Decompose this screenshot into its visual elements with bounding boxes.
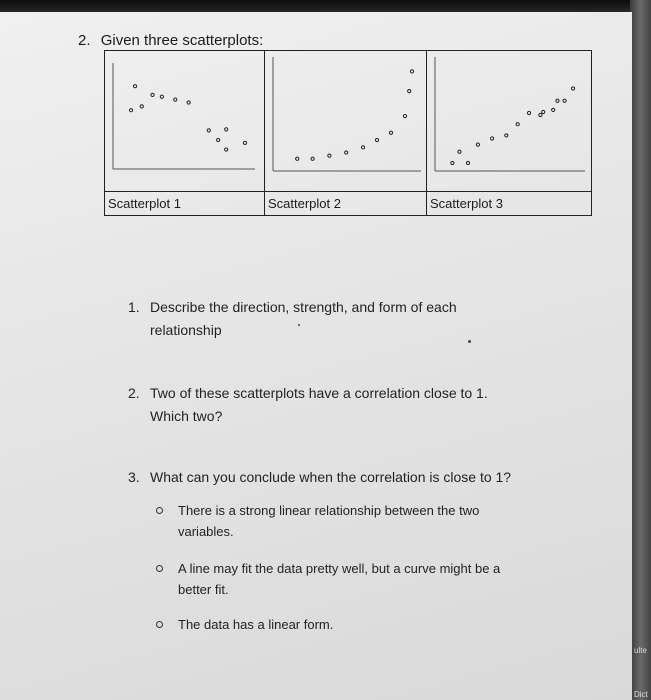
question-item-line: relationship (150, 322, 222, 338)
data-point (516, 123, 519, 126)
scatterplot-3-label: Scatterplot 3 (427, 191, 591, 215)
data-point (345, 151, 348, 154)
edge-tab-1: ulte (634, 646, 647, 655)
data-point (328, 154, 331, 157)
scatterplot-2-label: Scatterplot 2 (265, 191, 427, 215)
data-point (160, 95, 163, 98)
bullet-icon (156, 565, 163, 572)
data-point (361, 146, 364, 149)
scatterplot-1-cell (105, 51, 265, 191)
data-point (476, 143, 479, 146)
answer-option-line: A line may fit the data pretty well, but a curve might be a (178, 561, 501, 576)
answer-option-line: The data has a linear form. (178, 617, 334, 632)
worksheet-paper (0, 12, 632, 700)
question-item-line: Describe the direction, strength, and form of each (150, 299, 457, 315)
paper-speck (298, 324, 300, 326)
data-point (552, 108, 555, 111)
data-point (563, 99, 566, 102)
data-point (151, 93, 154, 96)
data-point (403, 115, 406, 118)
question-item-line: Which two? (150, 408, 223, 424)
edge-tab-2: Dict (634, 690, 648, 699)
question-number: 2. (78, 32, 91, 49)
scatterplot-2-chart (265, 51, 425, 189)
data-point (389, 131, 392, 134)
data-point (296, 157, 299, 160)
paper-speck (468, 340, 471, 343)
answer-option-line: There is a strong linear relationship between the two (178, 503, 480, 518)
question-heading (78, 32, 263, 49)
data-point (225, 128, 228, 131)
data-point (207, 129, 210, 132)
scatterplot-1-chart (105, 51, 263, 189)
data-point (408, 90, 411, 93)
answer-option-line: variables. (178, 524, 234, 539)
question-item-number: 1. (128, 299, 140, 315)
answer-option-line: better fit. (178, 582, 229, 597)
data-point (556, 99, 559, 102)
data-point (129, 109, 132, 112)
background-right-edge (630, 0, 651, 700)
question-item-number: 2. (128, 385, 140, 401)
question-item-line: Two of these scatterplots have a correlation close to 1. (150, 385, 488, 401)
question-prompt: Given three scatterplots: (100, 32, 264, 49)
bullet-icon (156, 621, 163, 628)
question-item-line: What can you conclude when the correlation is close to 1? (150, 469, 512, 485)
data-point (225, 148, 228, 151)
scatterplot-3-chart (427, 51, 589, 189)
data-point (458, 150, 461, 153)
scatterplot-1-label: Scatterplot 1 (105, 191, 265, 215)
scatterplot-table (104, 50, 592, 216)
data-point (133, 85, 136, 88)
question-item-number: 3. (128, 469, 140, 485)
data-point (375, 138, 378, 141)
data-point (542, 110, 545, 113)
scatterplot-3-cell (427, 51, 591, 191)
data-point (140, 105, 143, 108)
data-point (527, 111, 530, 114)
data-point (243, 141, 246, 144)
data-point (466, 161, 469, 164)
data-point (571, 87, 574, 90)
data-point (505, 134, 508, 137)
scatterplot-2-cell (265, 51, 427, 191)
data-point (311, 157, 314, 160)
data-point (451, 161, 454, 164)
data-point (174, 98, 177, 101)
data-point (491, 137, 494, 140)
data-point (217, 138, 220, 141)
data-point (539, 113, 542, 116)
data-point (187, 101, 190, 104)
bullet-icon (156, 507, 163, 514)
data-point (410, 70, 413, 73)
